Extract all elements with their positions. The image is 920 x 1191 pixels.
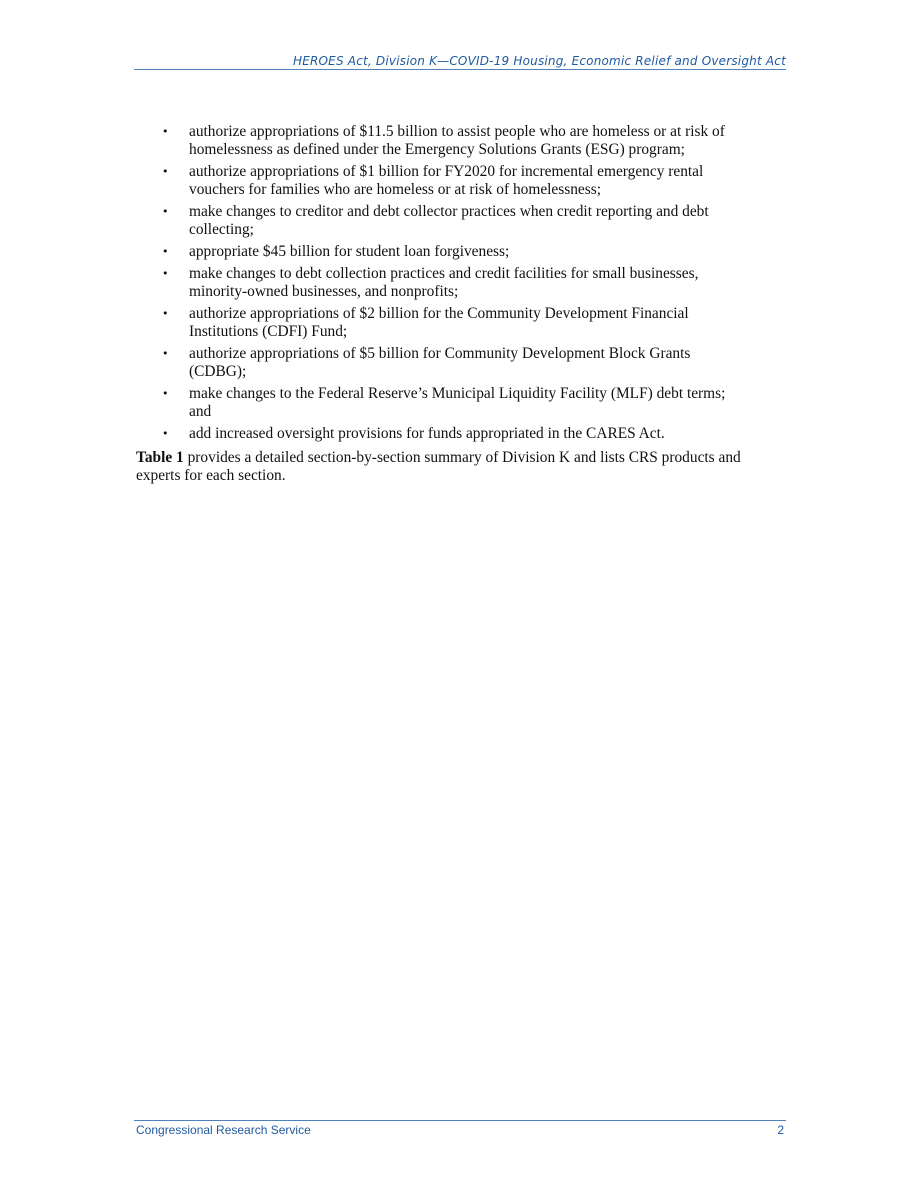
bullet-text: appropriate $45 billion for student loan forgiveness; [189, 243, 510, 260]
bullet-icon: • [162, 387, 169, 400]
bullet-text: make changes to debt collection practices and credit facilities for small businesses, minority-owned businesses, and nonprofits; [189, 265, 699, 300]
page-number: 2 [777, 1123, 784, 1137]
summary-text: provides a detailed section-by-section summary of Division K and lists CRS products and experts for each section. [136, 449, 741, 484]
header-rule [134, 69, 786, 70]
bullet-item [136, 163, 729, 199]
body-content [136, 123, 766, 485]
footer-rule [134, 1120, 786, 1121]
bullet-text: make changes to creditor and debt collector practices when credit reporting and debt collecting; [189, 203, 709, 238]
bullet-text: authorize appropriations of $11.5 billion to assist people who are homeless or at risk of homelessness as defined under the Emergency Solutions Grants (ESG) program; [189, 123, 725, 158]
bullet-item [136, 265, 729, 301]
bullet-icon: • [162, 165, 169, 178]
bullet-text: authorize appropriations of $5 billion for Community Development Block Grants (CDBG); [189, 345, 691, 380]
bullet-item [136, 345, 729, 381]
bullet-icon: • [162, 125, 169, 138]
bullet-icon: • [162, 267, 169, 280]
bullet-item [136, 385, 729, 421]
footer-organization: Congressional Research Service [136, 1123, 311, 1137]
table-reference: Table 1 [136, 449, 184, 466]
summary-paragraph [136, 449, 766, 485]
bullet-icon: • [162, 307, 169, 320]
running-header: HEROES Act, Division K—COVID-19 Housing, Economic Relief and Oversight Act [292, 54, 786, 68]
bullet-item [136, 425, 729, 443]
bullet-text: add increased oversight provisions for funds appropriated in the CARES Act. [189, 425, 665, 442]
bullet-icon: • [162, 347, 169, 360]
bullet-icon: • [162, 245, 169, 258]
bullet-icon: • [162, 427, 169, 440]
bullet-text: make changes to the Federal Reserve’s Municipal Liquidity Facility (MLF) debt terms; and [189, 385, 726, 420]
bullet-text: authorize appropriations of $1 billion for FY2020 for incremental emergency rental vouchers for families who are homeless or at risk of homelessness; [189, 163, 704, 198]
bullet-icon: • [162, 205, 169, 218]
bullet-list [136, 123, 766, 443]
bullet-item [136, 243, 729, 261]
bullet-item [136, 305, 729, 341]
bullet-item [136, 123, 729, 159]
bullet-item [136, 203, 729, 239]
bullet-text: authorize appropriations of $2 billion for the Community Development Financial Institutions (CDFI) Fund; [189, 305, 689, 340]
